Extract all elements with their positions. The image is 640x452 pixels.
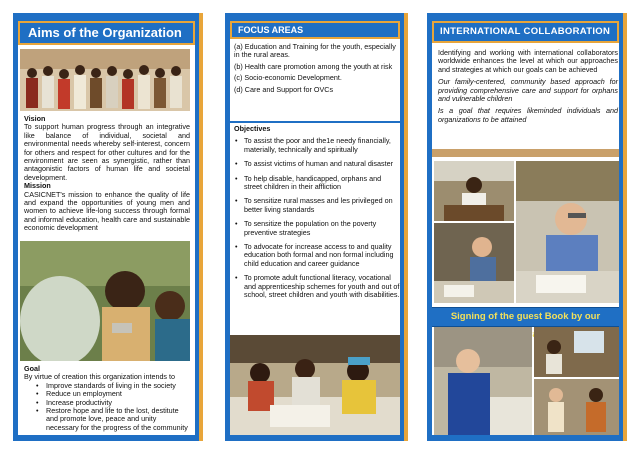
goal-item: • Restore hope and life to the lost, destitute and promote love, peace and unity necessary for the progress of the community (34, 407, 190, 432)
collaboration-title: INTERNATIONAL COLLABORATION (432, 21, 619, 43)
panel-collaboration-content (432, 21, 619, 435)
goal-heading: Goal (24, 364, 40, 373)
panel-focus (225, 13, 408, 441)
mission-text: CASICNET's mission to enhance the quality of life and expand the opportunities of young men and women to achieve life-long success through formal and informal education, health care and sustainable economic development (24, 189, 190, 233)
guest-book-photo-1 (434, 161, 514, 221)
objective-item: • To help disable, handicapped, orphans and street children in their affliction (234, 175, 400, 192)
focus-item: (b) Health care promotion among the youth at risk (234, 61, 393, 71)
objective-item: • To assist victims of human and natural disaster (234, 160, 400, 168)
goal-item: • Reduce un employment (34, 390, 190, 398)
guest-book-photo-2 (516, 161, 619, 303)
goal-item: • Increase productivity (34, 399, 190, 407)
panel-aims (13, 13, 203, 441)
vision-text: To support human progress through an integrative like balance of individual, societal and environmental needs whereby self-interest, concern for others and respect for other cultures and for the environment are seen as synergistic, rather than antagonistic factors of human life and societal development. (24, 122, 190, 182)
aims-title: Aims of the Organization (18, 21, 195, 45)
goal-intro: By virtue of creation this organization intends to (24, 372, 176, 382)
vision-heading: Vision (24, 114, 46, 123)
goal-section (24, 365, 190, 432)
panel-focus-content (230, 21, 400, 435)
focus-item: (d) Care and Support for OVCs (234, 84, 334, 94)
collaborator-photo-2 (534, 327, 619, 377)
classroom-photo (230, 335, 400, 435)
collaboration-intro: Identifying and working with international collaborators worldwide enhances the level at which our approaches and strategies at which our goals can be achieved (438, 48, 618, 74)
objectives-heading: Objectives (234, 124, 271, 133)
focus-title: FOCUS AREAS (230, 21, 400, 39)
mission-heading: Mission (24, 181, 51, 191)
goal-item: • Improve standards of living in the society (34, 382, 190, 390)
collaboration-text (438, 49, 618, 124)
focus-divider (230, 121, 400, 123)
objectives-list (234, 137, 400, 299)
panel-aims-content (18, 21, 195, 435)
objective-item: • To advocate for increase access to and quality education both formal and non formal including child education and career guidance (234, 243, 400, 268)
objective-item: • To promote adult functional literacy, vocational and apprenticeship schemes for youth and out of school, street children and youth with disabilities. (234, 274, 400, 299)
focus-item: (a) Education and Training for the youth, especially in the rural areas. (234, 42, 396, 60)
child-health-photo (20, 241, 190, 361)
collaborator-photo-1 (434, 327, 532, 435)
guest-book-photo-3 (434, 223, 514, 303)
panel-collaboration (427, 13, 627, 441)
focus-item: (c) Socio-economic Development. (234, 73, 342, 83)
objectives-section (234, 125, 400, 306)
objective-item: • To assist the poor and the1e needy financially, materially, technically and spiritually (234, 137, 400, 154)
collaborator-photo-3 (534, 379, 619, 435)
group-photo (20, 49, 190, 111)
objective-item: • To sensitize rural masses and les privileged on better living standards (234, 197, 400, 214)
vision-section (24, 115, 190, 233)
focus-list (234, 43, 400, 94)
goal-list (24, 382, 190, 432)
brown-divider (432, 149, 619, 157)
family-approach-text: Our family-centered, community based approach for providing comprehensive care and support for orphans and vulnerable children (438, 77, 618, 104)
goal-requirement-text: Is a goal that requires likeminded individuals and organizations to be attained (438, 106, 618, 124)
photo-caption: Signing of the guest Book by our (432, 307, 619, 327)
objective-item: • To sensitize the population on the poverty preventive strategies (234, 220, 400, 237)
